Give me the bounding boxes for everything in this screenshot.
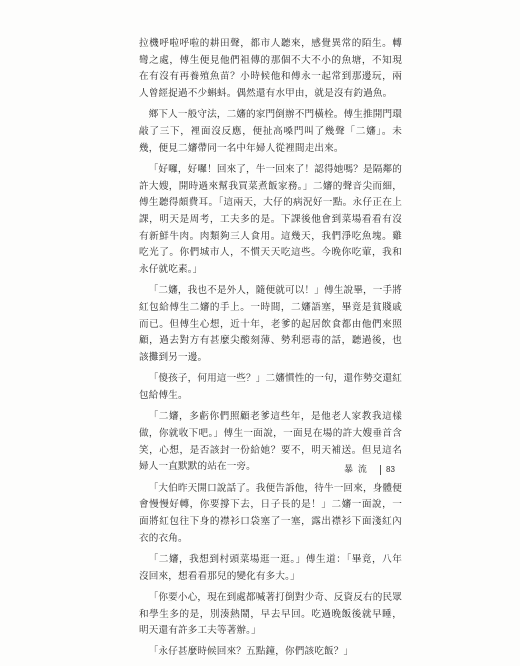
footer-divider: [380, 465, 381, 475]
body-text: [139, 36, 402, 666]
paragraph: 拉機呼啦呼啦的耕田聲，都市人聽來，感覺異常的陌生。轉彎之處，傅生便見他們祖傳的那個不大不小的魚塘，不知現在有沒有再養殖魚苗？小時候他和傅永一起常到那邊玩，兩人曾經捉過不少蝌蚪。偶然還有水甲由，就是沒有釣過魚。: [139, 38, 402, 100]
page-number: 83: [386, 465, 395, 474]
paragraph: 「你要小心，現在到處都喊著打倒對少奇、反資反右的民眾和學生多的是，別湊熱鬧，早去早回。吃過晚飯後就早睡，明天還有許多工夫等著辦。」: [139, 591, 402, 637]
paragraph: 「二嬸，我想到村頭菜場逛一逛。」傅生道：「畢竟，八年沒回來，想看看那兒的變化有多大。」: [139, 553, 402, 582]
paragraph: 鄉下人一般守法，二嬸的家門倒辦不門橫栓。傅生推開門環敲了三下，裡面沒反應，便扯高嗓門叫了幾聲「二嬸」。未幾，便見二嬸帶同一名中年婦人從裡間走出來。: [139, 109, 402, 154]
running-chapter-title: 暴 流: [344, 465, 368, 475]
paragraph: 「傻孩子，何用這一些？」二嬸慣性的一句，還作勢交還紅包給傅生。: [139, 373, 402, 402]
page-footer: [0, 463, 520, 477]
paragraph: 「二嬸，我也不是外人，隨便就可以！」傅生說畢，一手將紅包給傅生二嬸的手上。一時間，二嬸語塞，畢竟是貧賤戚而已。但傅生心想，近十年，老爹的起居飲食都由他們來照顧，過去對方有甚麼尖酸刻薄、勢利惡毒的話，聽過後，也該攤到另一邊。: [139, 285, 402, 364]
paragraph: 「二嬸，多虧你們照顧老爹這些年，是他老人家教我這樣做，你就收下吧。」傅生一面說，一面見在場的許大嫂垂首含笑，心想，是否該封一份給她？要不，明天補送。但見這名婦人一直默默的站在一旁。: [139, 411, 402, 473]
paragraph: 「大伯昨天開口說話了。我便告訴他，待牛一回來，身體便會慢慢好轉，你要撐下去，日子長的是！」二嬸一面說，一面將紅包往下身的襟衫口袋塞了一塞，露出襟衫下面淺紅內衣的衣角。: [139, 482, 402, 544]
paragraph: 「永仔甚麼時候回來？五點鐘，你們該吃飯？」: [148, 646, 354, 658]
paragraph: 「好囉，好囉！回來了，牛一回來了！認得她嗎？是隔鄰的許大嫂，開時過來幫我買菜煮飯家務。」二嬸的聲音尖而細，傅生聽得頗費耳。「這兩天，大仔的病況好一點。永仔正在上課，明天是周考，工夫多的是。下課後他會到菜場看看有沒有新鮮牛肉。肉類夠三人食用。這幾天，我們淨吃魚塊。雞吃光了。你們城市人，不慣天天吃這些。今晚你吃葷，我和永仔就吃素。」: [139, 163, 402, 276]
